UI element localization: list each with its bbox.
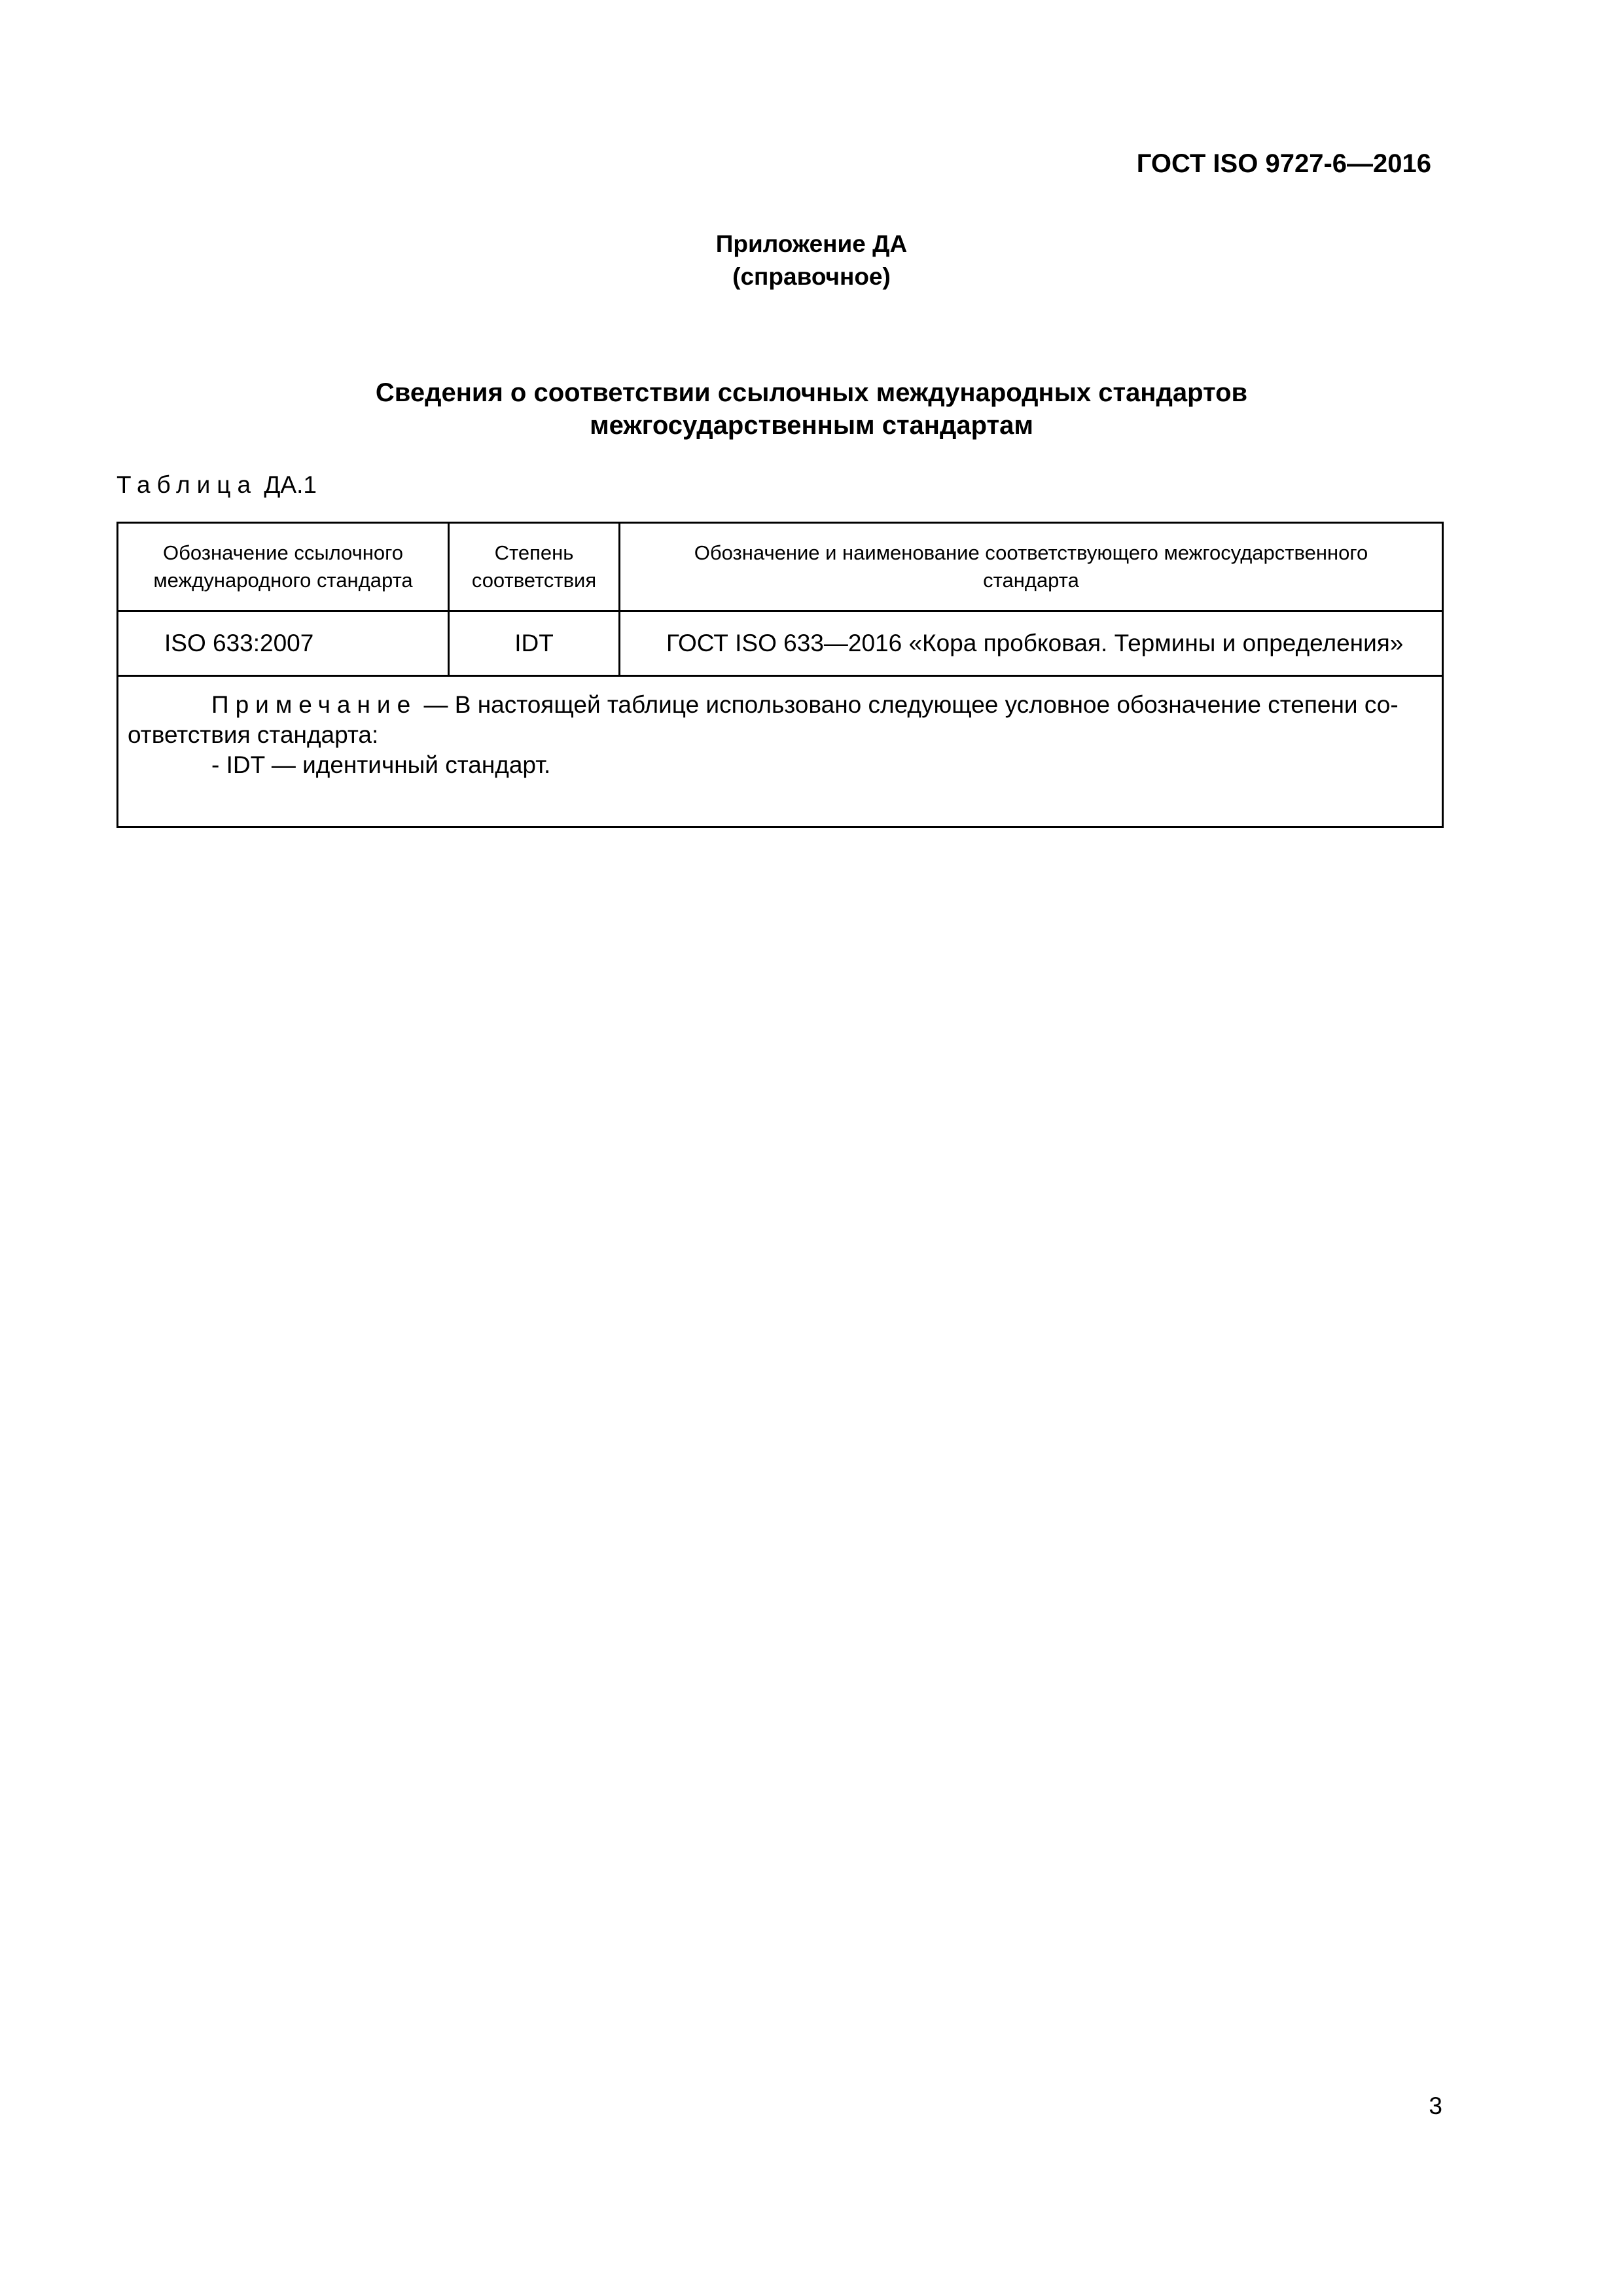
table-note [118,676,1443,827]
header-interstate-standard [620,523,1443,611]
note-line1 [128,690,1433,720]
header-ref-line1: Обозначение ссылочного [163,541,403,564]
header-name-line2: стандарта [983,569,1079,592]
note-line1-text: — В настоящей таблице использовано следующее условное обозначение степени со- [417,691,1399,718]
header-ref-line2: международного стандарта [153,569,413,592]
section-title-line2: межгосударственным стандартам [590,411,1033,440]
header-degree-line1: Степень [494,541,574,564]
annex-title: Приложение ДА [715,230,908,257]
cell-degree: IDT [449,611,620,676]
annex-status: (справочное) [732,263,891,290]
correspondence-table [116,522,1444,828]
note-line3: - IDT — идентичный стандарт. [211,751,551,778]
table-caption-number: ДА.1 [264,471,317,498]
section-title-line1: Сведения о соответствии ссылочных международных стандартов [375,378,1248,407]
section-title [0,376,1623,442]
page-number: 3 [1429,2092,1442,2119]
table-caption [116,471,317,499]
annex-heading [0,228,1623,293]
note-label: Примечание [211,691,418,718]
header-name-line1: Обозначение и наименование соответствующего межгосударственного [694,541,1368,564]
table-row [118,611,1443,676]
cell-interstate-standard: ГОСТ ISO 633—2016 «Кора пробковая. Термины и определения» [620,611,1443,676]
table-note-row [118,676,1443,827]
table-header-row [118,523,1443,611]
header-degree [449,523,620,611]
header-ref-standard [118,523,449,611]
document-code: ГОСТ ISO 9727-6—2016 [1136,149,1431,178]
note-line2: ответствия стандарта: [128,721,379,748]
table-caption-label: Таблица [116,471,258,498]
header-degree-line2: соответствия [471,569,597,592]
cell-ref-standard: ISO 633:2007 [118,611,449,676]
